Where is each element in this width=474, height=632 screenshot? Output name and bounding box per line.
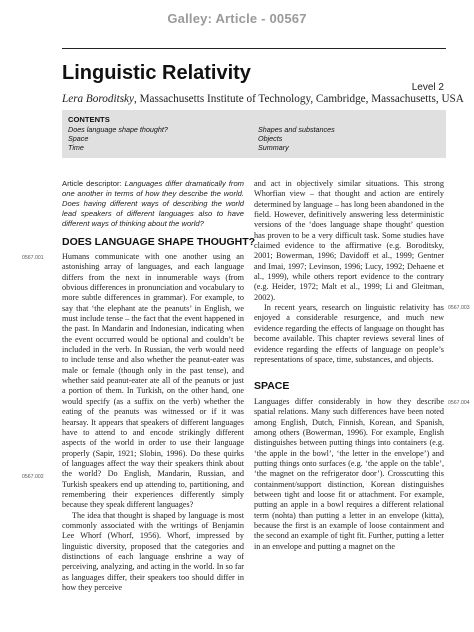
paragraph: Languages differ considerably in how they describe spatial relations. Many such differences have been noted among English, Dutch, Finnish, Korean, and Spanish, among others (Bowerman, 1996). For example, English distinguishes between putting things into containers (e.g. ‘the apple in the bowl’, ‘the letter in the envelope’) and putting things onto surfaces (e.g. ‘the apple on the table’, ‘the magnet on the refrigerator door’). Crosscutting this containment/support distinction, Korean distinguishes between tight and loose fit or attachment. For example, putting an apple in a bowl requires a different relational term (nohta) than putting a letter in an envelope (kitta), because the first is an example of loose containment and the second an example of tight fit. Further, putting a letter in an envelope and putting a magnet on the (254, 397, 444, 551)
article-descriptor (62, 179, 244, 229)
contents-item[interactable]: Shapes and substances (258, 125, 335, 134)
author-name: Lera Boroditsky (62, 93, 134, 105)
descriptor-text: Languages differ dramatically from one another in terms of how they describe the world. Does having different ways of describing the world lead speakers of different languages also to have different ways of thinking about the world? (62, 179, 244, 228)
affiliation: , Massachusetts Institute of Technology, Cambridge, Massachusetts, USA (134, 93, 464, 105)
byline (62, 93, 464, 105)
contents-item[interactable]: Summary (258, 143, 289, 152)
contents-item[interactable]: Space (68, 134, 89, 143)
contents-item[interactable]: Time (68, 143, 84, 152)
contents-left-list (68, 125, 168, 152)
line-number: 0567.002 (22, 474, 44, 480)
right-column-bottom (254, 397, 444, 552)
contents-item[interactable]: Does language shape thought? (68, 125, 168, 134)
article-title: Linguistic Relativity (62, 62, 251, 84)
paragraph: The idea that thought is shaped by language is most commonly associated with the writings of Benjamin Lee Whorf (Whorf, 1956). Whorf, impressed by linguistic diversity, proposed that the categories and distinctions of each language enshrine a way of perceiving, analyzing, and acting in the world. In so far as languages differ, their speakers too should differ in how they perceive (62, 510, 244, 592)
contents-heading: CONTENTS (68, 115, 110, 124)
galley-header (0, 0, 474, 36)
right-column-top (254, 179, 444, 365)
contents-box (62, 110, 446, 158)
level-label: Level 2 (411, 82, 444, 93)
galley-title: Galley: Article - 00567 (167, 11, 307, 26)
contents-item[interactable]: Objects (258, 134, 283, 143)
paragraph: In recent years, research on linguistic relativity has enjoyed a considerable resurgence, and much new evidence regarding the effects of language on thought has become available. This chapter reviews several lines of evidence regarding the effects of language on people’s representations of space, time, substances, and objects. (254, 303, 444, 364)
top-rule (62, 48, 446, 49)
section-heading-space: SPACE (254, 380, 290, 392)
section-heading-shape: DOES LANGUAGE SHAPE THOUGHT? (62, 236, 256, 248)
line-number: 0567.001 (22, 255, 44, 261)
paragraph: and act in objectively similar situations. This strong Whorfian view – that thought and action are entirely determined by language – has long been abandoned in the field. However, definitively answering less deterministic versions of the ‘does language shape thought’ question has proven to be a very difficult task. Some studies have claimed evidence to the affirmative (e.g. Boroditsky, 2001; Bowerman, 1996; Davidoff et al., 1999; Gentner and Imai, 1997; Levinson, 1996; Lucy, 1992; Dehaene et al., 1999), while others report evidence to the contrary (e.g. Heider, 1972; Malt et al., 1999; Li and Gleitman, 2002). (254, 179, 444, 302)
line-number: 0567.003 (448, 305, 470, 311)
line-number: 0567.004 (448, 400, 470, 406)
descriptor-label: Article descriptor: (62, 179, 122, 188)
left-column (62, 252, 244, 593)
paragraph: Humans communicate with one another using an astonishing array of languages, and each language differs from the next in innumerable ways (from obvious differences in pronunciation and vocabulary to more subtle differences in grammar). For example, to say that ‘the elephant ate the peanuts’ in English, we must include tense – the fact that the event happened in the past. In Mandarin and Indonesian, indicating when the event occurred would be optional and couldn’t be included in the verb. In Russian, the verb would need to include tense and also whether the peanut-eater was male or female (though only in the past tense), and whether said peanut-eater ate all of the peanuts or just a portion of them. In Turkish, on the other hand, one would specify (as a suffix on the verb) whether the eating of the peanuts was witnessed or if it was hearsay. It appears that speakers of different languages have to attend to and encode strikingly different aspects of the world in order to use their language properly (Sapir, 1921; Slobin, 1996). Do these quirks of languages affect the way their speakers think about the world? Do English, Mandarin, Russian, and Turkish speakers end up attending to, partitioning, and remembering their experiences differently simply because they speak different languages? (62, 252, 244, 510)
contents-right-list (258, 125, 335, 152)
